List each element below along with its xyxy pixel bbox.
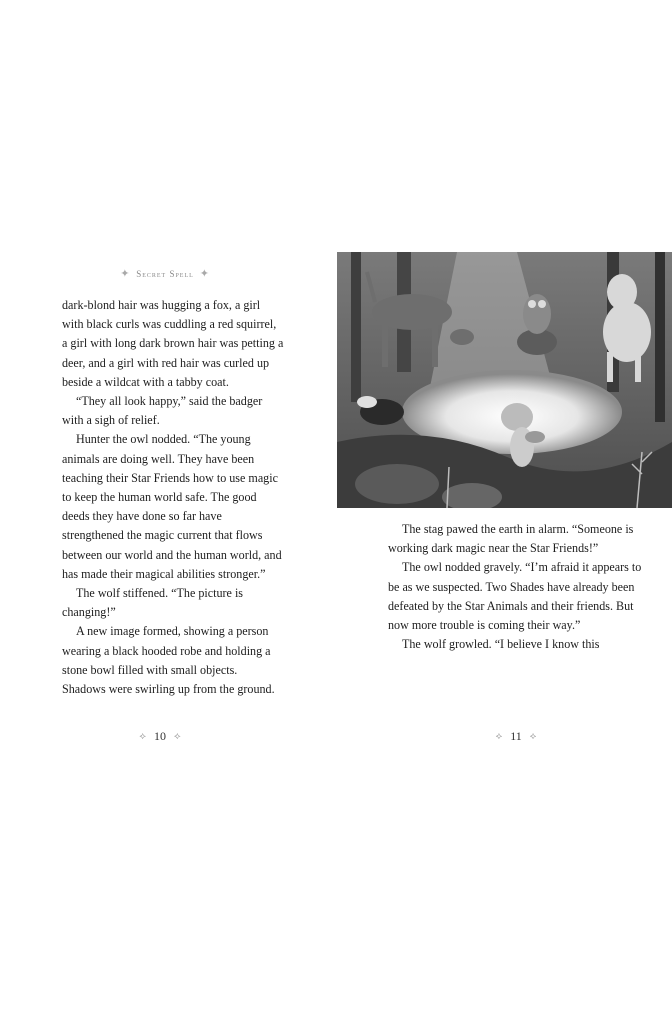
page-number: 11 [510, 728, 522, 743]
right-body-text [388, 520, 650, 654]
right-page [336, 0, 672, 1024]
page-number-left [130, 728, 190, 744]
page-number: 10 [154, 728, 166, 743]
paragraph: “They all look happy,” said the badger with a sigh of relief. [62, 394, 263, 428]
folio-ornament-icon: ⟡ [174, 730, 181, 742]
paragraph: dark-blond hair was hugging a fox, a girl with black curls was cuddling a red squirrel, a girl with long dark brown hair was petting a deer, and a girl with red hair was curled up beside a wildcat with a tabby coat. [62, 298, 284, 389]
paragraph: The owl nodded gravely. “I’m afraid it appears to be as we suspected. Two Shades have already been defeated by the Star Animals and their friends. But now more trouble is coming their way.” [388, 560, 642, 633]
folio-ornament-icon: ⟡ [495, 730, 503, 742]
paragraph: A new image formed, showing a person wearing a black hooded robe and holding a stone bowl filled with small objects. Shadows were swirling up from the ground. [62, 624, 275, 697]
folio-ornament-icon: ⟡ [529, 730, 537, 742]
paragraph: The wolf stiffened. “The picture is changing!” [62, 586, 244, 620]
star-ornament-icon: ✦ [199, 268, 211, 280]
folio-ornament-icon: ⟡ [139, 730, 146, 742]
running-head [110, 266, 220, 282]
running-head-title: Secret Spell [136, 269, 194, 279]
paragraph: The stag pawed the earth in alarm. “Someone is working dark magic near the Star Friends!” [388, 522, 634, 556]
paragraph: The wolf growled. “I believe I know this [402, 637, 600, 652]
page-number-right [486, 728, 546, 744]
star-ornament-icon: ✦ [120, 268, 131, 280]
paragraph: Hunter the owl nodded. “The young animals are doing well. They have been teaching their Star Friends how to use magic to keep the human world safe. The good deeds they have done so far have strengthened the magic current that flows between our world and the human world, and has made their magical abilities stronger.” [62, 432, 282, 581]
left-body-text [62, 296, 284, 699]
